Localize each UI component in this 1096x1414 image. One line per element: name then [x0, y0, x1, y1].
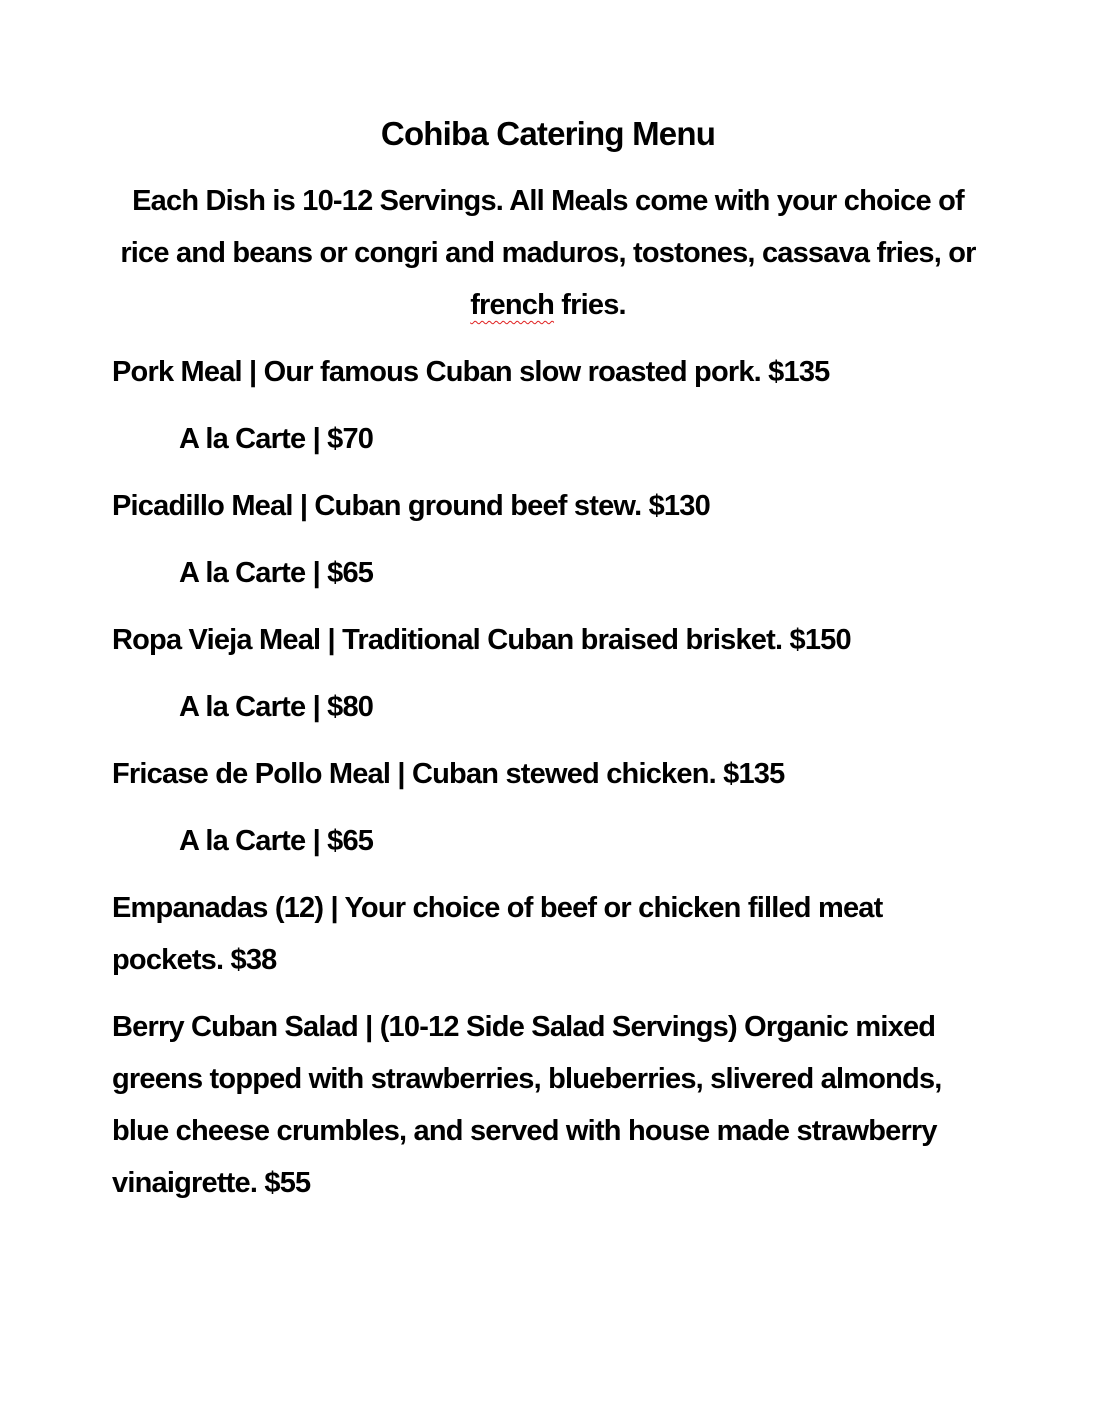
menu-subitem-fricase-a-la-carte: A la Carte | $65: [179, 825, 374, 857]
menu-item-ropa-vieja: Ropa Vieja Meal | Traditional Cuban braised brisket. $150: [112, 624, 851, 656]
menu-subitem-pork-a-la-carte: A la Carte | $70: [179, 423, 374, 455]
menu-item-pork: Pork Meal | Our famous Cuban slow roasted pork. $135: [112, 356, 830, 388]
menu-item-fricase-de-pollo: Fricase de Pollo Meal | Cuban stewed chicken. $135: [112, 758, 785, 790]
menu-item-picadillo: Picadillo Meal | Cuban ground beef stew. $130: [112, 490, 710, 522]
menu-subitem-picadillo-a-la-carte: A la Carte | $65: [179, 557, 374, 589]
intro-text: Each Dish is 10-12 Servings. All Meals come with your choice of rice and beans or congri and maduros, tostones, cassava fries, or: [120, 185, 976, 269]
menu-item-berry-cuban-salad: Berry Cuban Salad | (10-12 Side Salad Servings) Organic mixed greens topped with strawberries, blueberries, slivered almonds, blue cheese crumbles, and served with house made strawberry vinaigrette. $55: [112, 1011, 942, 1199]
spellcheck-flagged-word[interactable]: french: [470, 289, 555, 321]
intro-text-end: fries.: [554, 289, 626, 321]
menu-item-empanadas: Empanadas (12) | Your choice of beef or chicken filled meat pockets. $38: [112, 892, 883, 976]
intro-paragraph: [112, 175, 984, 331]
page-title: Cohiba Catering Menu: [380, 115, 716, 152]
document-page: [112, 108, 984, 1224]
menu-subitem-ropa-vieja-a-la-carte: A la Carte | $80: [179, 691, 374, 723]
